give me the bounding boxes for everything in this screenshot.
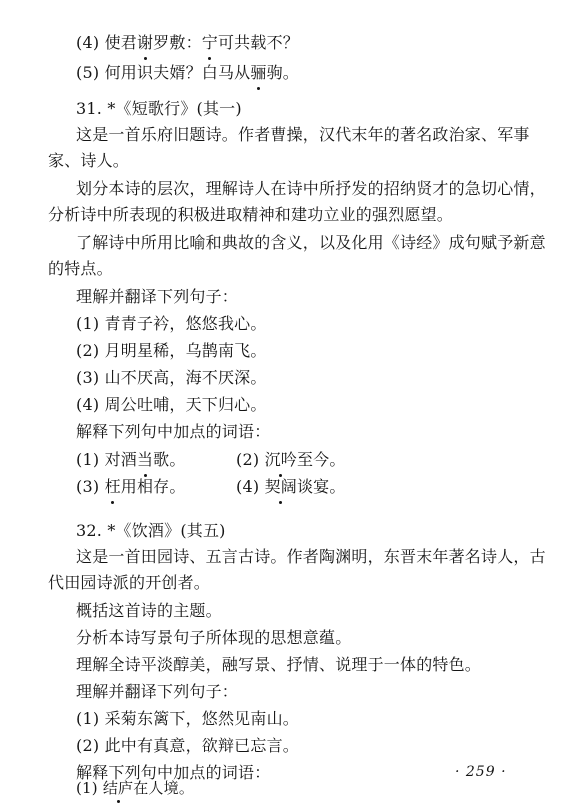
text-segment: 驹。 <box>266 63 299 82</box>
dotted-word: 当 <box>136 450 154 469</box>
text-segment: 在人境。 <box>133 779 195 797</box>
dotted-word: 契阔 <box>264 477 297 496</box>
s31-words-row-1 <box>76 449 496 471</box>
text-segment: 至今。 <box>296 450 346 469</box>
dotted-word: 骊 <box>250 63 267 82</box>
s32-task-translate: 理解并翻译下列句子： <box>76 682 239 701</box>
text-segment: 歌。 <box>153 450 186 469</box>
text-segment: 罗敷： <box>153 33 202 52</box>
item-label: (2) <box>76 341 100 360</box>
item-label: (1) <box>76 709 100 728</box>
sentence-text: 此中有真意，欲辩已忘言。 <box>104 736 299 755</box>
s30-item-5 <box>76 62 299 84</box>
right-column <box>236 449 346 471</box>
text-segment: 可共载不？ <box>217 33 299 52</box>
dotted-word: 谢 <box>136 33 154 52</box>
item-label: (4) <box>76 33 100 52</box>
dotted-word: 结庐 <box>102 779 134 797</box>
s31-intro-line-2: 家、诗人。 <box>48 151 130 170</box>
text-segment: 用相存。 <box>120 477 186 496</box>
s32-para3: 分析本诗写景句子所体现的思想意蕴。 <box>76 628 352 647</box>
s31-para2-line-1: 划分本诗的层次，理解诗人在诗中所抒发的招纳贤才的急切心情， <box>76 179 546 198</box>
sentence-text: 周公吐哺，天下归心。 <box>104 395 267 414</box>
s32-sentence-1 <box>76 708 299 730</box>
item-label: (1) <box>76 314 100 333</box>
s31-words-row-2 <box>76 476 496 498</box>
s32-word-1 <box>76 779 194 797</box>
s31-task-translate: 理解并翻译下列句子： <box>76 287 239 306</box>
s31-para2-line-2: 分析诗中所表现的积极进取精神和建功立业的强烈愿望。 <box>48 205 454 224</box>
s32-task-explain: 解释下列句中加点的词语： <box>76 763 271 782</box>
s31-para3-line-1: 了解诗中所用比喻和典故的含义，以及化用《诗经》成句赋予新意 <box>76 233 546 252</box>
right-column <box>236 476 346 498</box>
s32-sentence-2 <box>76 735 299 757</box>
s31-intro-line-1: 这是一首乐府旧题诗。作者曹操，汉代末年的著名政治家、军事 <box>76 125 530 144</box>
item-label: (4) <box>236 477 260 496</box>
s31-sentence-4 <box>76 394 267 416</box>
s32-intro-line-2: 代田园诗派的开创者。 <box>48 573 211 592</box>
item-label: (3) <box>76 368 100 387</box>
s32-para2: 概括这首诗的主题。 <box>76 601 222 620</box>
text-segment: 使君 <box>104 33 137 52</box>
item-label: (1) <box>76 450 100 469</box>
sentence-text: 山不厌高，海不厌深。 <box>104 368 267 387</box>
s31-para3-line-2: 的特点。 <box>48 259 113 278</box>
text-segment: 何用识夫婿？白马从 <box>104 63 251 82</box>
s32-heading: 32. *《饮酒》(其五) <box>76 521 226 540</box>
item-label: (5) <box>76 63 100 82</box>
s31-heading: 31. *《短歌行》(其一) <box>76 99 242 118</box>
sentence-text: 青青子衿，悠悠我心。 <box>104 314 267 333</box>
s31-sentence-3 <box>76 367 267 389</box>
text-segment: 对酒 <box>104 450 137 469</box>
item-label: (4) <box>76 395 100 414</box>
item-label: (2) <box>236 450 260 469</box>
page-number: · 259 · <box>455 764 507 780</box>
sentence-text: 月明星稀，乌鹊南飞。 <box>104 341 267 360</box>
s30-item-4 <box>76 32 299 54</box>
dotted-word: 沉吟 <box>264 450 297 469</box>
dotted-word: 宁 <box>201 33 218 52</box>
sentence-text: 采菊东篱下，悠然见南山。 <box>104 709 299 728</box>
dotted-word: 枉 <box>104 477 121 496</box>
item-label: (1) <box>76 779 98 797</box>
s31-sentence-1 <box>76 313 267 335</box>
s32-para4: 理解全诗平淡醇美，融写景、抒情、说理于一体的特色。 <box>76 655 482 674</box>
item-label: (2) <box>76 736 100 755</box>
s31-task-explain: 解释下列句中加点的词语： <box>76 422 271 441</box>
s32-intro-line-1: 这是一首田园诗、五言古诗。作者陶渊明，东晋末年著名诗人，古 <box>76 547 546 566</box>
s31-sentence-2 <box>76 340 267 362</box>
item-label: (3) <box>76 477 100 496</box>
text-segment: 谈宴。 <box>296 477 346 496</box>
